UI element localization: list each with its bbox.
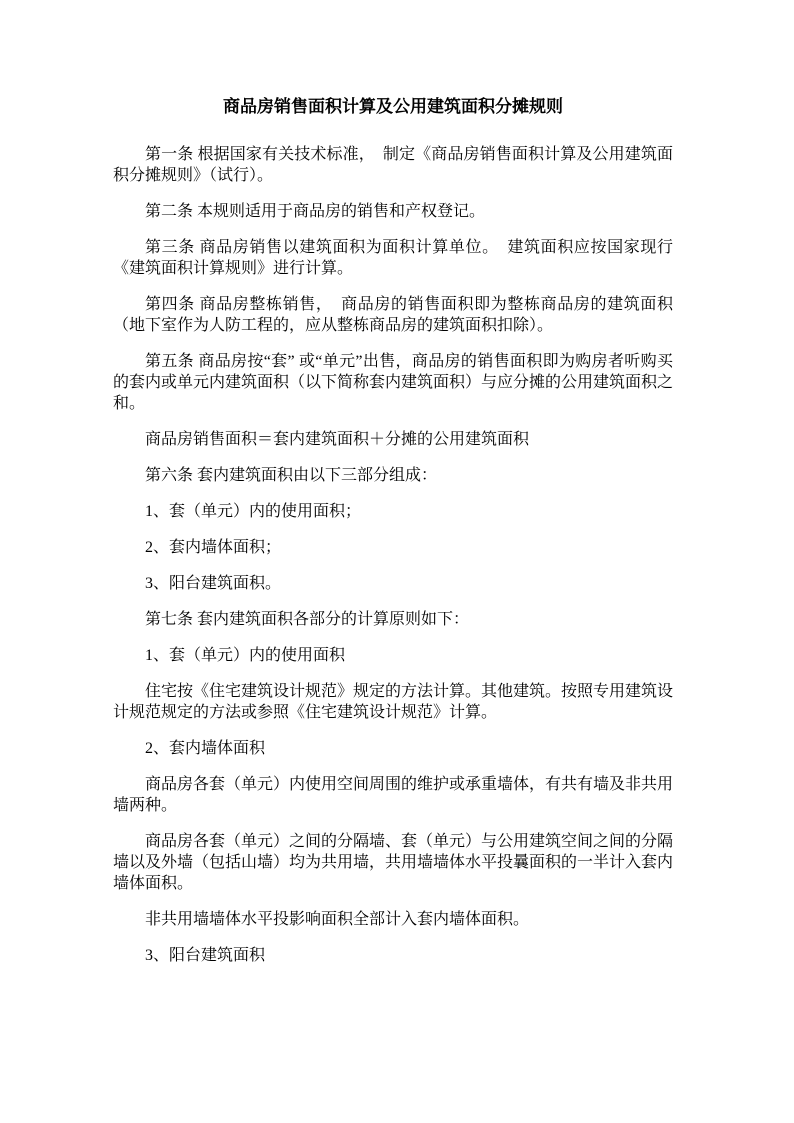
article-7-item-2: 2、套内墙体面积 xyxy=(145,740,266,757)
article-7-item-3: 3、阳台建筑面积 xyxy=(145,947,266,964)
article-7-item-1-detail: 住宅按《住宅建筑设计规范》规定的方法计算。其他建筑。按照专用建筑设计规范规定的方法或参照《住宅建筑设计规范》计算。 xyxy=(113,683,674,721)
article-6: 第六条 套内建筑面积由以下三部分组成： xyxy=(145,467,438,484)
article-7-item-1: 1、套（单元）内的使用面积 xyxy=(145,647,346,664)
article-7-item-2-detail-1: 商品房各套（单元）内使用空间周围的维护或承重墙体，有共有墙及非共用墙两种。 xyxy=(113,776,674,814)
article-6-item-1: 1、套（单元）内的使用面积； xyxy=(145,503,362,520)
document-title: 商品房销售面积计算及公用建筑面积分摊规则 xyxy=(223,97,563,116)
sales-area-formula: 商品房销售面积＝套内建筑面积＋分摊的公用建筑面积 xyxy=(145,431,530,448)
article-2: 第二条 本规则适用于商品房的销售和产权登记。 xyxy=(145,203,486,220)
article-6-item-3: 3、阳台建筑面积。 xyxy=(145,575,282,592)
article-7-item-2-detail-2: 商品房各套（单元）之间的分隔墙、套（单元）与公用建筑空间之间的分隔墙以及外墙（包括山墙）均为共用墙，共用墙墙体水平投曩面积的一半计入套内墙体面积。 xyxy=(113,833,674,892)
article-6-item-2: 2、套内墙体面积； xyxy=(145,539,282,556)
article-7-item-2-detail-3: 非共用墙墙体水平投影响面积全部计入套内墙体面积。 xyxy=(145,911,530,928)
article-1: 第一条 根据国家有关技术标准， 制定《商品房销售面积计算及公用建筑面积分摊规则》（试行）。 xyxy=(113,146,673,184)
article-4: 第四条 商品房整栋销售， 商品房的销售面积即为整栋商品房的建筑面积（地下室作为人防工程的，应从整栋商品房的建筑面积扣除）。 xyxy=(113,296,673,334)
article-7: 第七条 套内建筑面积各部分的计算原则如下： xyxy=(145,611,470,628)
article-3: 第三条 商品房销售以建筑面积为面积计算单位。 建筑面积应按国家现行《建筑面积计算规则》进行计算。 xyxy=(113,239,673,277)
article-5: 第五条 商品房按“套” 或“单元”出售，商品房的销售面积即为购房者听购买的套内或单元内建筑面积（以下简称套内建筑面积）与应分摊的公用建筑面积之和。 xyxy=(113,353,674,412)
